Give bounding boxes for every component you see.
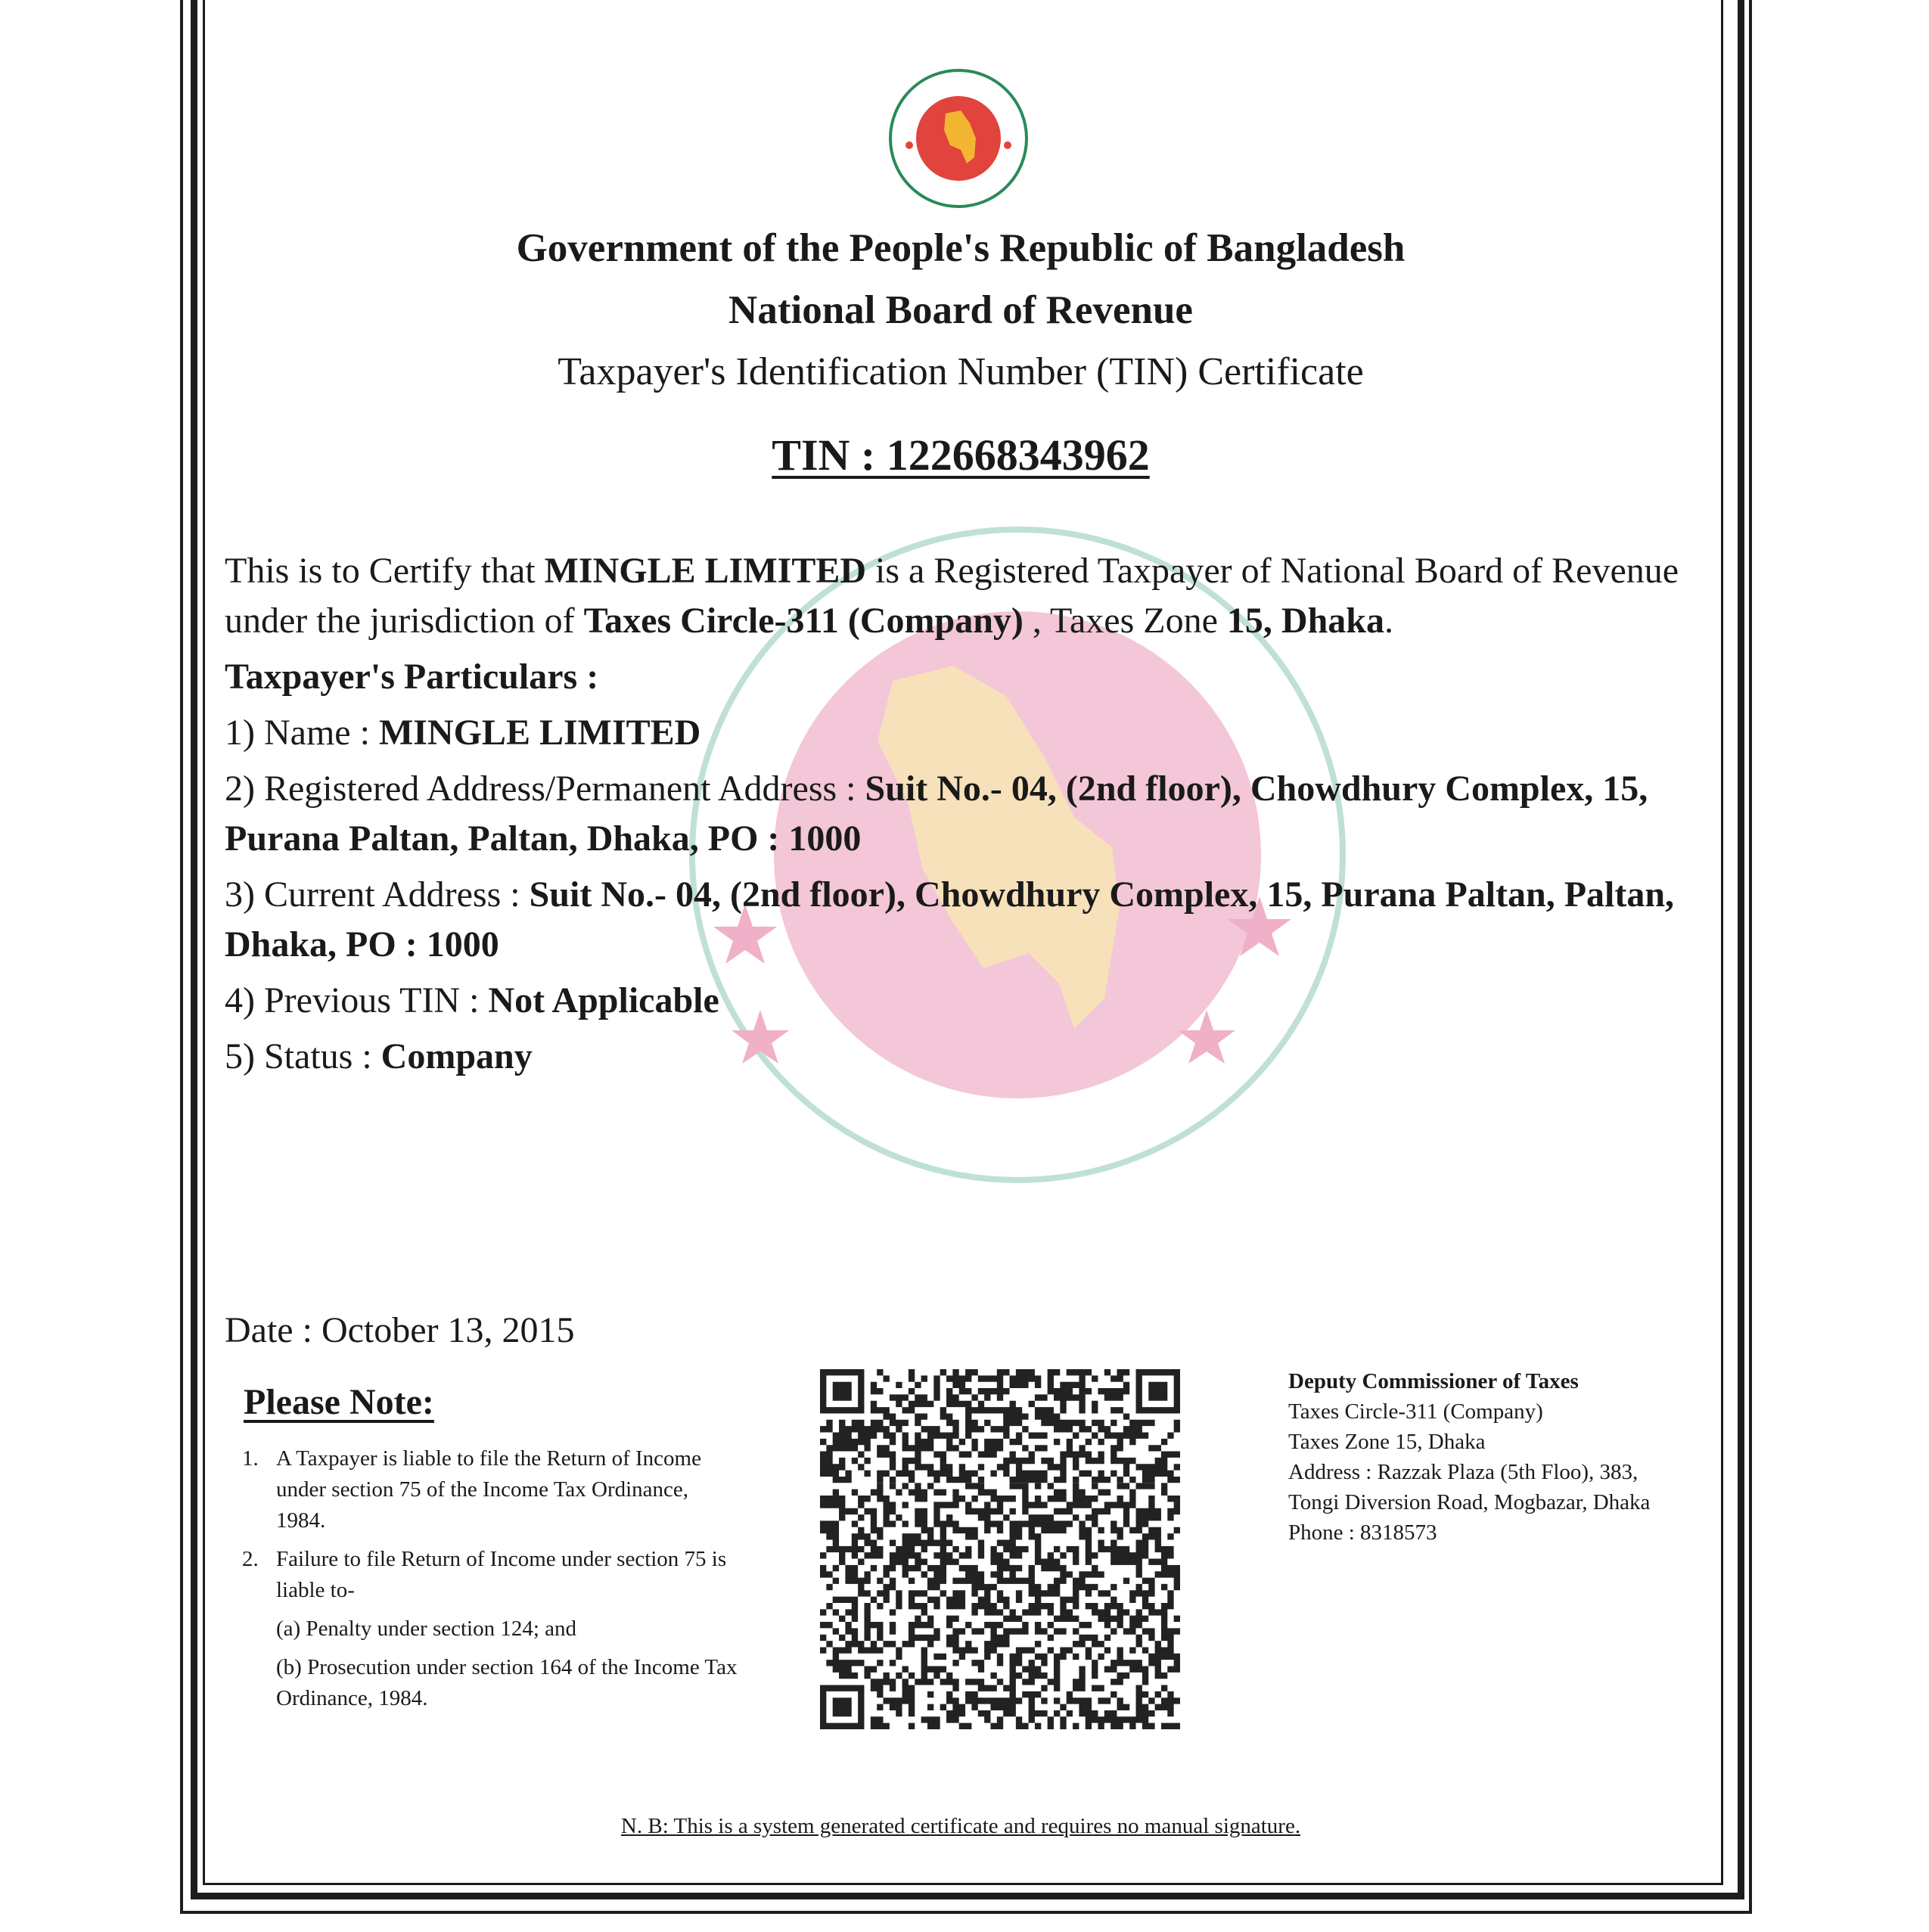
note-text: Failure to file Return of Income under section 75 is liable to- <box>276 1547 727 1602</box>
value: Not Applicable <box>488 980 719 1020</box>
cert-text: , Taxes Zone <box>1023 601 1227 641</box>
note-text: A Taxpayer is liable to file the Return of Income under section 75 of the Income Tax Ordinance, 1984. <box>276 1446 701 1533</box>
particular-status <box>225 1032 1707 1082</box>
particular-current-address <box>225 870 1707 970</box>
certificate-title: Taxpayer's Identification Number (TIN) Certificate <box>558 350 1364 393</box>
issuer-block <box>1288 1366 1650 1548</box>
cert-text: is a Registered Taxpayer of National Board of Revenue under the jurisdiction of <box>225 551 1679 641</box>
issuer-circle: Taxes Circle-311 (Company) <box>1288 1399 1543 1424</box>
issuer-title: Deputy Commissioner of Taxes <box>1288 1369 1579 1393</box>
label: 3) Current Address : <box>225 874 530 915</box>
qr-code[interactable] <box>820 1369 1180 1729</box>
note-number: 1. <box>242 1446 259 1471</box>
issuer-address: Tongi Diversion Road, Mogbazar, Dhaka <box>1288 1490 1651 1514</box>
tax-zone: 15, Dhaka <box>1226 601 1384 641</box>
particular-previous-tin <box>225 976 1707 1026</box>
label: 4) Previous TIN : <box>225 980 489 1020</box>
value: MINGLE LIMITED <box>378 713 701 753</box>
company-name: MINGLE LIMITED <box>544 551 867 591</box>
certification-paragraph <box>225 546 1707 646</box>
particulars-heading: Taxpayer's Particulars : <box>225 657 599 697</box>
value: Company <box>381 1036 533 1076</box>
note-item <box>242 1544 741 1606</box>
label: 2) Registered Address/Permanent Address : <box>225 769 865 809</box>
note-number: 2. <box>242 1547 259 1571</box>
label: 1) Name : <box>225 713 379 753</box>
board-heading: National Board of Revenue <box>728 288 1193 332</box>
issuer-zone: Taxes Zone 15, Dhaka <box>1288 1430 1486 1454</box>
note-subitem: (b) Prosecution under section 164 of the Income Tax Ordinance, 1984. <box>276 1655 738 1710</box>
tin-number: TIN : 122668343962 <box>772 430 1150 480</box>
cert-text: This is to Certify that <box>225 551 545 591</box>
government-seal-logo <box>887 67 1030 210</box>
government-heading: Government of the People's Republic of Bangladesh <box>516 226 1406 270</box>
value: Suit No.- 04, (2nd floor), Chowdhury Complex, 15, Purana Paltan, Paltan, Dhaka, PO : 1000 <box>225 874 1675 964</box>
cert-text: . <box>1384 601 1393 641</box>
notes-list <box>242 1443 741 1722</box>
qr-modules <box>820 1369 1180 1729</box>
tax-circle: Taxes Circle-311 (Company) <box>583 601 1024 641</box>
particular-name <box>225 708 1707 758</box>
note-item <box>242 1443 741 1536</box>
issuer-address: Address : Razzak Plaza (5th Floo), 383, <box>1288 1460 1639 1484</box>
please-note-title: Please Note: <box>244 1382 434 1422</box>
footer-note: N. B: This is a system generated certificate and requires no manual signature. <box>620 1814 1301 1838</box>
note-subitem: (a) Penalty under section 124; and <box>276 1617 577 1641</box>
issue-date: Date : October 13, 2015 <box>225 1310 575 1350</box>
particular-registered-address <box>225 764 1707 864</box>
certificate-body <box>225 546 1707 1082</box>
value: Suit No.- 04, (2nd floor), Chowdhury Complex, 15, Purana Paltan, Paltan, Dhaka, PO : 1000 <box>225 769 1648 859</box>
label: 5) Status : <box>225 1036 381 1076</box>
issuer-phone: Phone : 8318573 <box>1288 1520 1437 1545</box>
